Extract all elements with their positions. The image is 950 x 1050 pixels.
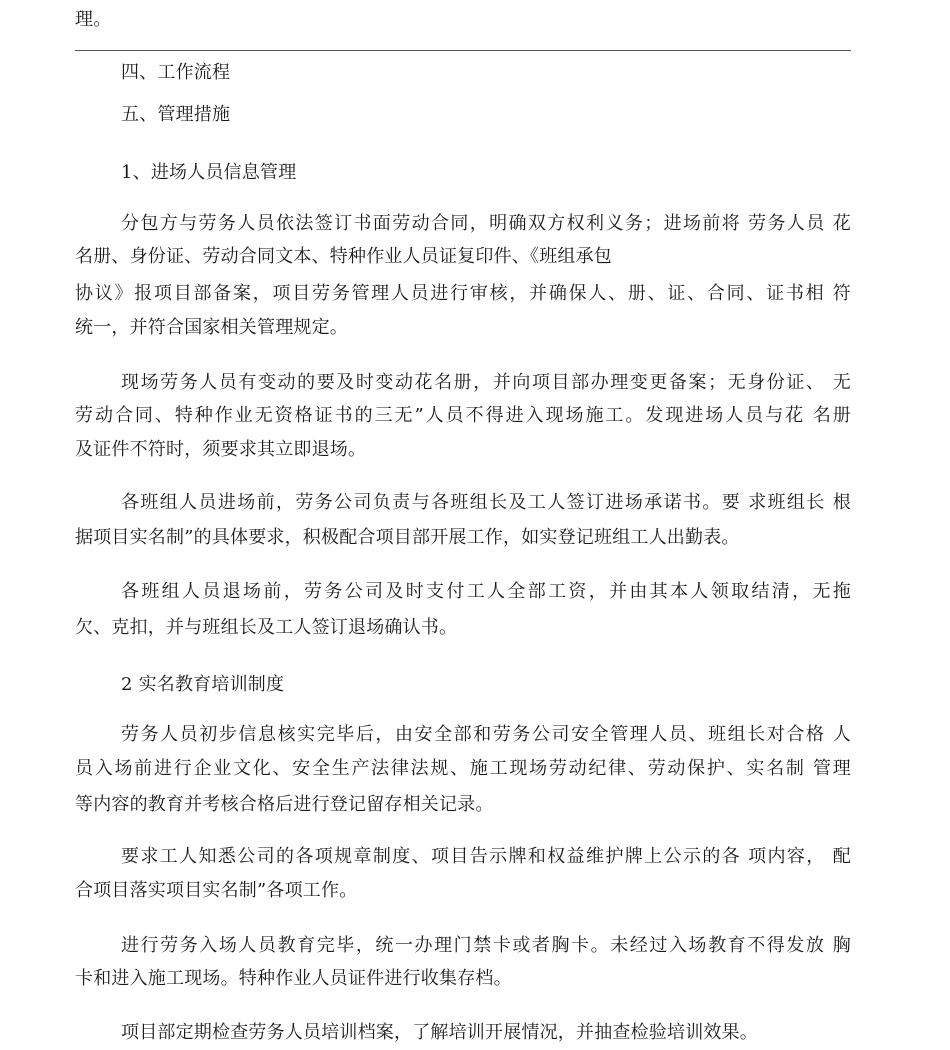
p2-line-3: 及证件不符时，须要求其立即退场。	[75, 439, 367, 460]
horizontal-rule	[75, 50, 851, 51]
p6-line-1: 要求工人知悉公司的各项规章制度、项目告示牌和权益维护牌上公示的各 项内容， 配	[121, 846, 851, 867]
p2-line-1: 现场劳务人员有变动的要及时变动花名册，并向项目部办理变更备案；无身份证、 无	[121, 372, 851, 393]
p1-line-1: 分包方与劳务人员依法签订书面劳动合同，明确双方权利义务；进场前将 劳务人员 花	[121, 213, 851, 234]
p2-line-2: 劳动合同、特种作业无资格证书的三无”人员不得进入现场施工。发现进场人员与花 名册	[75, 405, 851, 426]
p1-line-4: 统一，并符合国家相关管理规定。	[75, 317, 348, 338]
heading-section-4: 四、工作流程	[121, 62, 231, 83]
p7-line-1: 进行劳务入场人员教育完毕，统一办理门禁卡或者胸卡。未经过入场教育不得发放 胸	[121, 935, 851, 956]
p4-line-2: 欠、克扣，并与班组长及工人签订退场确认书。	[75, 617, 458, 638]
heading-section-5: 五、管理措施	[121, 104, 231, 125]
subheading-2: 2 实名教育培训制度	[121, 674, 285, 695]
p4-line-1: 各班组人员退场前，劳务公司及时支付工人全部工资，并由其本人领取结清，无拖	[121, 581, 851, 602]
p5-line-1: 劳务人员初步信息核实完毕后，由安全部和劳务公司安全管理人员、班组长对合格 人	[121, 724, 851, 745]
p1-line-2: 名册、身份证、劳动合同文本、特种作业人员证复印件、《班组承包	[75, 246, 612, 267]
subheading-1: 1、进场人员信息管理	[121, 162, 297, 183]
p5-line-3: 等内容的教育并考核合格后进行登记留存相关记录。	[75, 794, 494, 815]
p3-line-2: 据项目实名制”的具体要求，积极配合项目部开展工作，如实登记班组工人出勤表。	[75, 527, 740, 548]
p1-line-3: 协议》报项目部备案，项目劳务管理人员进行审核，并确保人、册、证、合同、证书相 符	[75, 283, 851, 304]
top-fragment: 理。	[75, 9, 112, 30]
p3-line-1: 各班组人员进场前，劳务公司负责与各班组长及工人签订进场承诺书。要 求班组长 根	[121, 492, 851, 513]
p8-line-1: 项目部定期检查劳务人员培训档案，了解培训开展情况，并抽查检验培训效果。	[121, 1022, 758, 1043]
p7-line-2: 卡和进入施工现场。特种作业人员证件进行收集存档。	[75, 968, 512, 989]
p6-line-2: 合项目落实项目实名制”各项工作。	[75, 880, 358, 901]
p5-line-2: 员入场前进行企业文化、安全生产法律法规、施工现场劳动纪律、劳动保护、实名制 管理	[75, 758, 851, 779]
